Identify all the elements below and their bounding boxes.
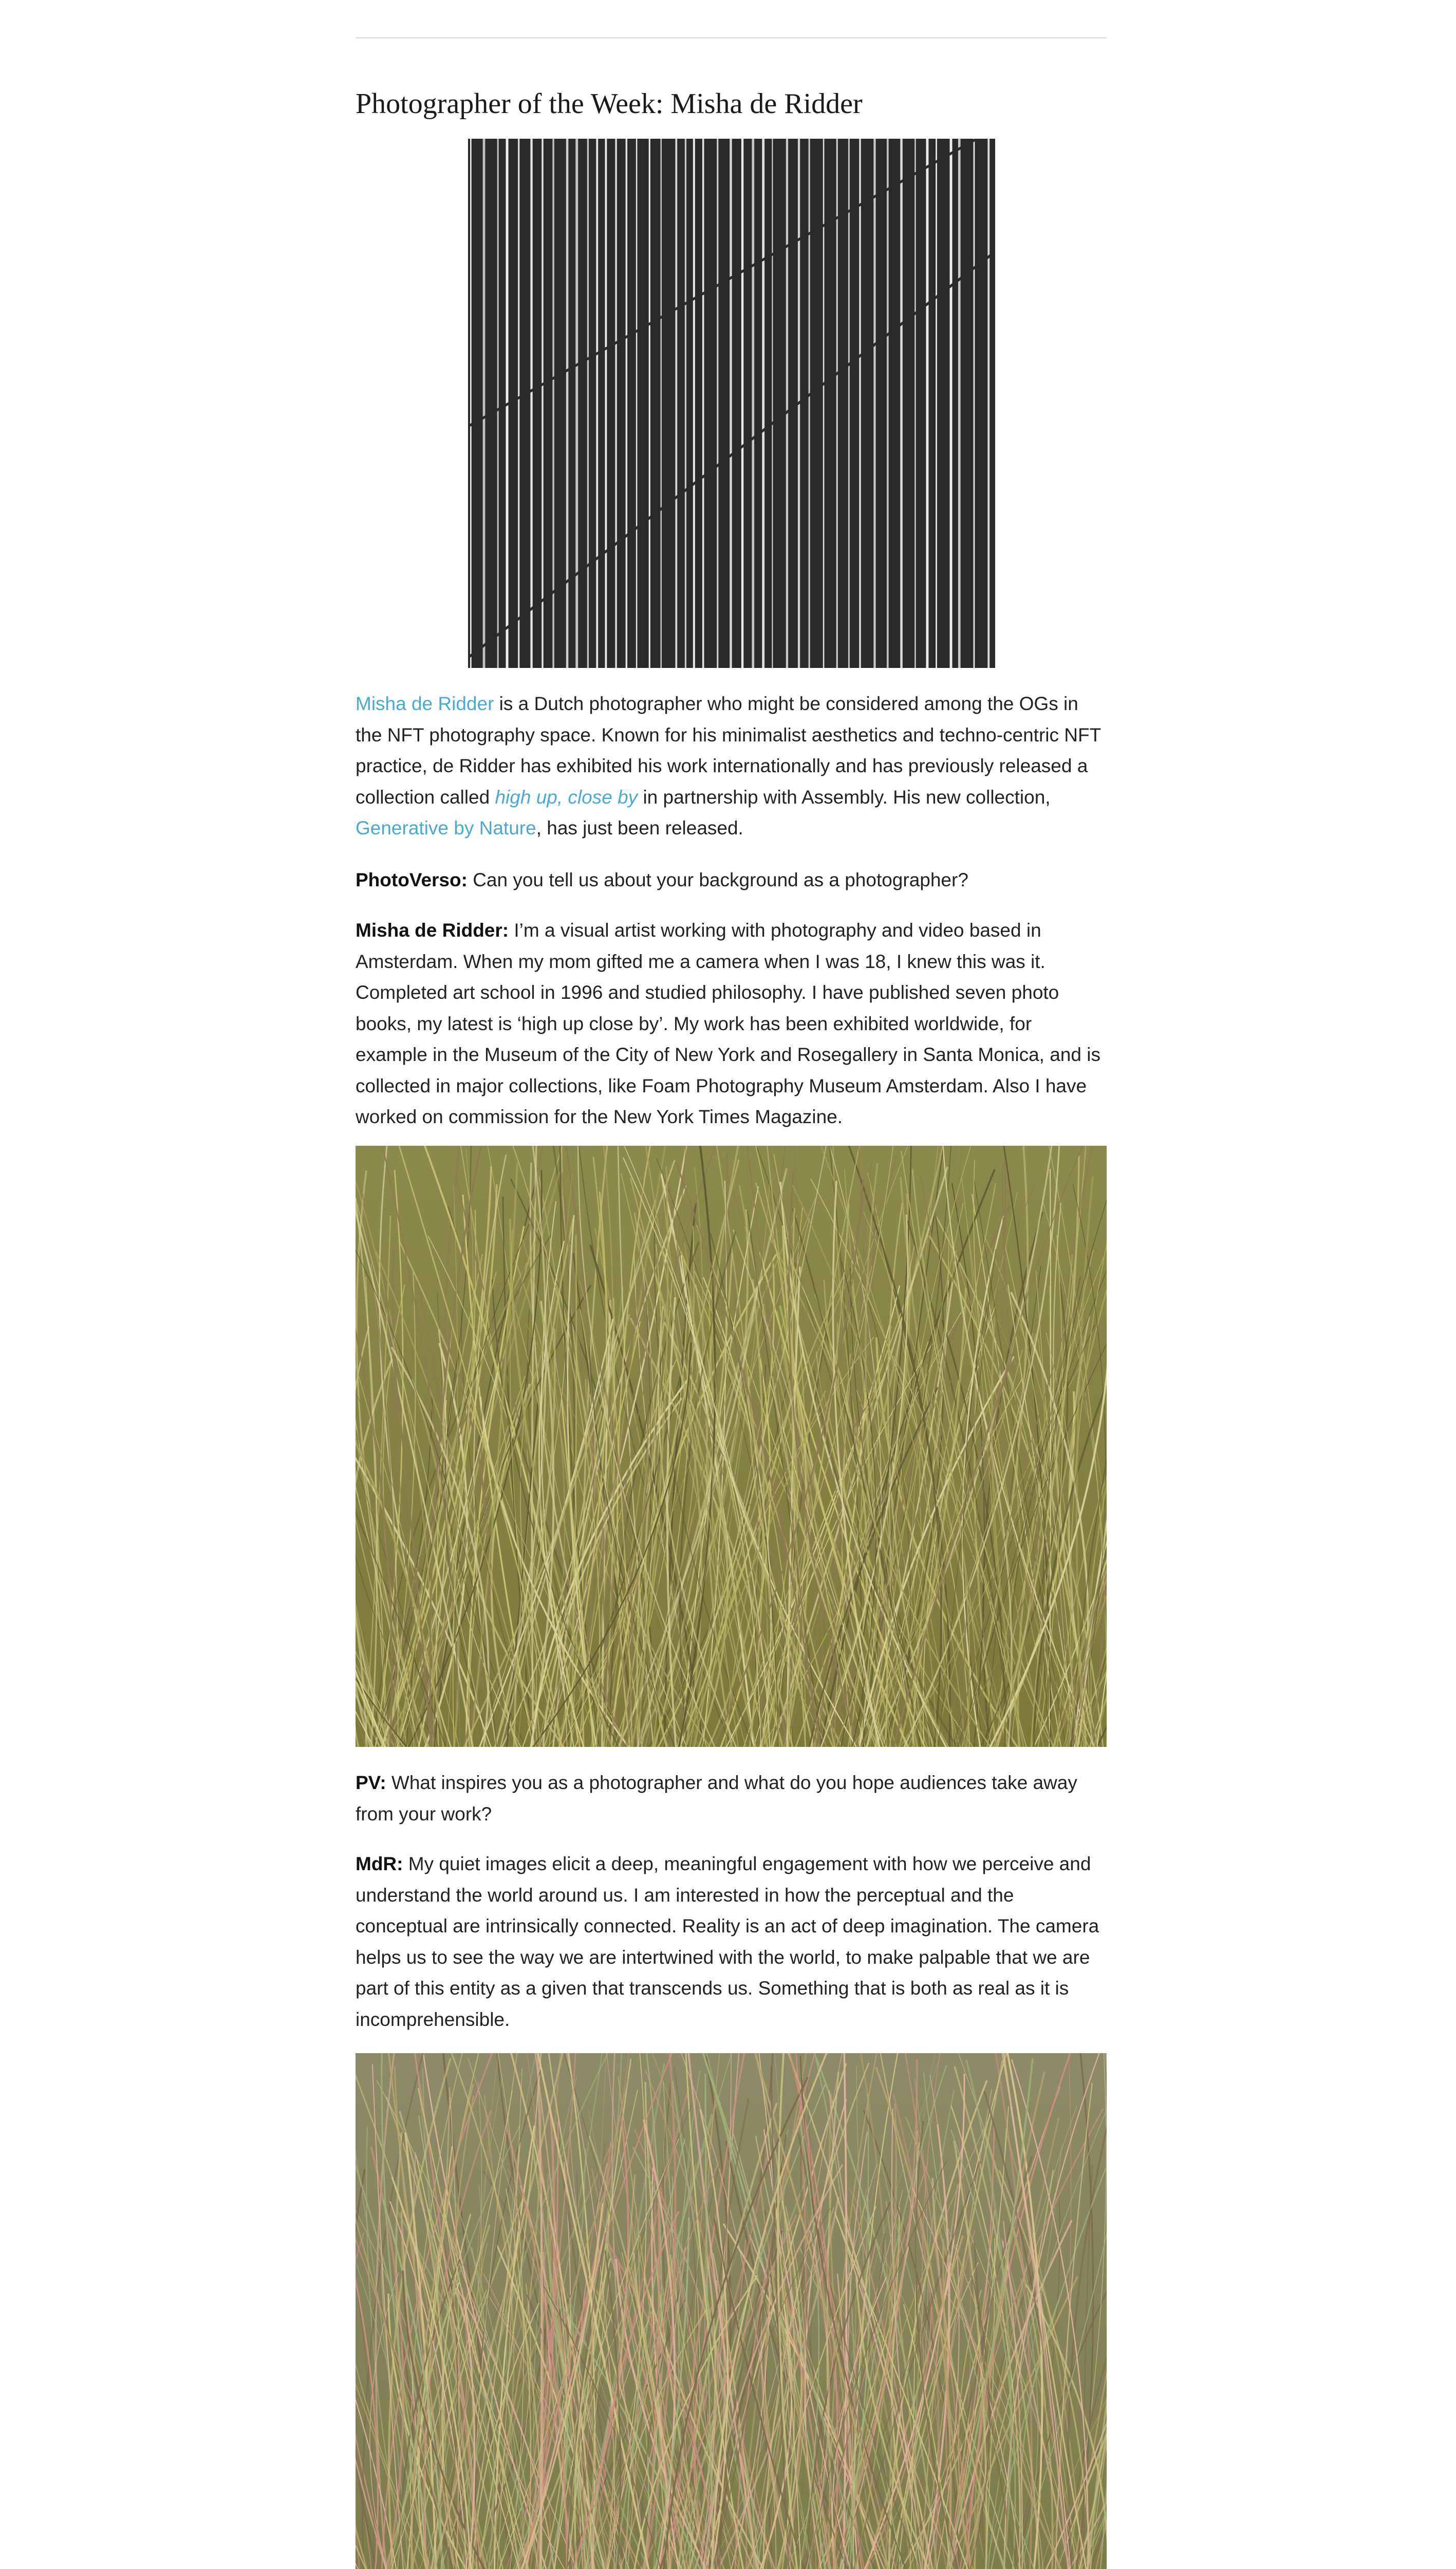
artist-name-link[interactable]: Misha de Ridder <box>356 693 494 714</box>
question-background: PhotoVerso: Can you tell us about your background as a photographer? <box>356 869 968 890</box>
intro-paragraph: Misha de Ridder is a Dutch photographer who might be considered among the OGs in the NFT photography space. Known for his minimalist aesthetics and techno-centric NFT practice, de Ridder has exhibited his work internationally and has previously released a collection called high up, close by in partnership with Assembly. His new collection, Generative by Nature, has just been released. <box>356 693 1101 839</box>
collection-link-generative-by-nature[interactable]: Generative by Nature <box>356 817 536 839</box>
collection-link-high-up-close-by[interactable]: high up, close by <box>495 786 638 808</box>
question-inspiration: PV: What inspires you as a photographer and what do you hope audiences take away from your work? <box>356 1772 1077 1825</box>
top-divider <box>356 37 1107 39</box>
yellow-branches-photo <box>356 1146 1107 1747</box>
answer-inspiration: MdR: My quiet images elicit a deep, meaningful engagement with how we perceive and understand the world around us. I am interested in how the perceptual and the conceptual are intrinsically connected. Reality is an act of deep imagination. The camera helps us to see the way we are intertwined with the world, to make palpable that we are part of this entity as a given that transcends us. Something that is both as real as it is incomprehensible. <box>356 1853 1099 2030</box>
red-branches-photo <box>356 2053 1107 2569</box>
article-title: Photographer of the Week: Misha de Ridder <box>356 88 863 120</box>
answer-background: Misha de Ridder: I’m a visual artist working with photography and video based in Amsterdam. When my mom gifted me a camera when I was 18, I knew this was it. Completed art school in 1996 and studied philosophy. I have published seven photo books, my latest is ‘high up close by’. My work has been exhibited worldwide, for example in the Museum of the City of New York and Rosegallery in Santa Monica, and is collected in major collections, like Foam Photography Museum Amsterdam. Also I have worked on commission for the New York Times Magazine. <box>356 920 1100 1127</box>
stripes-photo <box>468 139 995 668</box>
